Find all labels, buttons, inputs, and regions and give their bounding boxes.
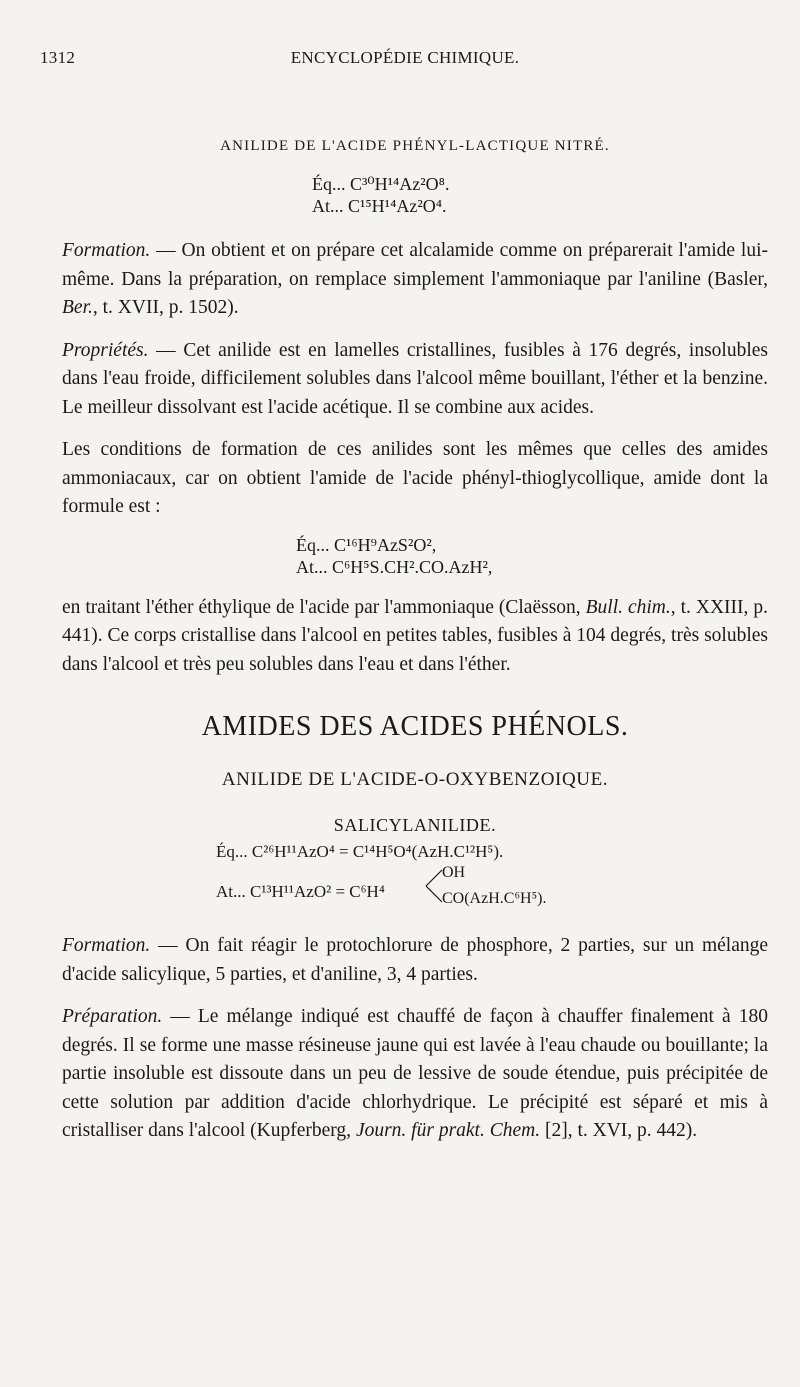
page-number: 1312 xyxy=(40,48,76,67)
branch-bond-icon xyxy=(424,864,444,908)
formula-block-3 xyxy=(216,842,768,926)
formula-eq-3: Éq... C²⁶H¹¹AzO⁴ = C¹⁴H⁵O⁴(AzH.C¹²H⁵). xyxy=(216,842,504,861)
reference-journ-prakt-chem: Journ. für prakt. Chem. xyxy=(355,1120,541,1141)
paragraph-formation-1 xyxy=(62,237,768,323)
preparation-tail: [2], t. XVI, p. 442). xyxy=(540,1120,698,1141)
heading-anilide-oxybenzoique: ANILIDE DE L'ACIDE-O-OXYBENZOIQUE. xyxy=(221,769,609,790)
claesson-text-a: en traitant l'éther éthylique de l'acide par l'ammoniaque (Claësson, xyxy=(62,596,586,618)
paragraph-conditions: Les conditions de formation de ces anilides sont les mêmes que celles des amides ammoniacaux, car on obtient l'amide de l'acide phényl-thioglycollique, amide dont la formule est : xyxy=(62,439,768,517)
formula-block-1 xyxy=(312,173,768,217)
label-formation-2: Formation. xyxy=(62,935,151,956)
paragraph-preparation xyxy=(62,1003,768,1146)
claesson-text-b: , t. XXIII, p. 441). Ce corps cristallise dans l'alcool en petites tables, fusibles à 104 degrés, très solubles dans l'alcool et très peu solubles dans l'eau et dans l'éther. xyxy=(62,596,768,675)
formula-block-2 xyxy=(296,534,768,578)
preparation-text: — Le mélange indiqué est chauffé de façon à chauffer finalement à 180 degrés. Il se forme une masse résineuse jaune qui est lavée à l'eau chaude ou bouillante; la partie insoluble est dissoute dans un peu de lessive de soude étendue, puis précipitée de cette solution par addition d'acide chlorhydrique. Le précipité est séparé et mis à cristalliser dans l'alcool (Kupferberg, xyxy=(62,1006,768,1141)
running-title: ENCYCLOPÉDIE CHIMIQUE. xyxy=(290,48,520,67)
formula-eq: Éq... C³⁰H¹⁴Az²O⁸. xyxy=(312,174,450,194)
label-formation: Formation. xyxy=(62,240,151,261)
formula-at-2: At... C⁶H⁵S.CH².CO.AzH², xyxy=(296,556,493,577)
reference-ber: Ber. xyxy=(62,297,93,318)
formula-eq-2: Éq... C¹⁶H⁹AzS²O², xyxy=(296,534,437,555)
page-header xyxy=(40,48,770,78)
formula-at-3: At... C¹³H¹¹AzO² = C⁶H⁴ xyxy=(216,882,385,901)
paragraph-proprietes xyxy=(62,337,768,423)
label-proprietes: Propriétés. xyxy=(62,339,149,361)
proprietes-text: — Cet anilide est en lamelles cristallines, fusibles à 176 degrés, insolubles dans l'eau froide, difficilement solubles dans l'alcool même bouillant, l'éther et la benzine. Le meilleur dissolvant est l'acide acétique. Il se combine aux acides. xyxy=(62,339,768,418)
section-title-anilide-phenyl-lactique: ANILIDE DE L'ACIDE PHÉNYL-LACTIQUE NITRÉ. xyxy=(220,138,610,154)
paragraph-claesson xyxy=(62,594,768,680)
label-preparation: Préparation. xyxy=(62,1006,163,1027)
page-body xyxy=(62,138,768,1146)
heading-salicylanilide: SALICYLANILIDE. xyxy=(333,815,497,835)
reference-bull-chim: Bull. chim. xyxy=(585,596,671,618)
formation-text-2: — On fait réagir le protochlorure de phosphore, 2 parties, sur un mélange d'acide salicylique, 5 parties, et d'aniline, 3, 4 parties. xyxy=(62,935,768,985)
formation-tail: , t. XVII, p. 1502). xyxy=(92,297,239,318)
formula-at: At... C¹⁵H¹⁴Az²O⁴. xyxy=(312,196,447,216)
heading-amides-acides-phenols: AMIDES DES ACIDES PHÉNOLS. xyxy=(201,711,629,742)
formation-text: — On obtient et on prépare cet alcalamide comme on préparerait l'amide lui-même. Dans la préparation, on remplace simplement l'ammoniaque par l'aniline (Basler, xyxy=(62,240,768,290)
paragraph-formation-2 xyxy=(62,932,768,989)
formula-co: CO(AzH.C⁶H⁵). xyxy=(442,890,547,907)
formula-oh: OH xyxy=(442,864,466,881)
